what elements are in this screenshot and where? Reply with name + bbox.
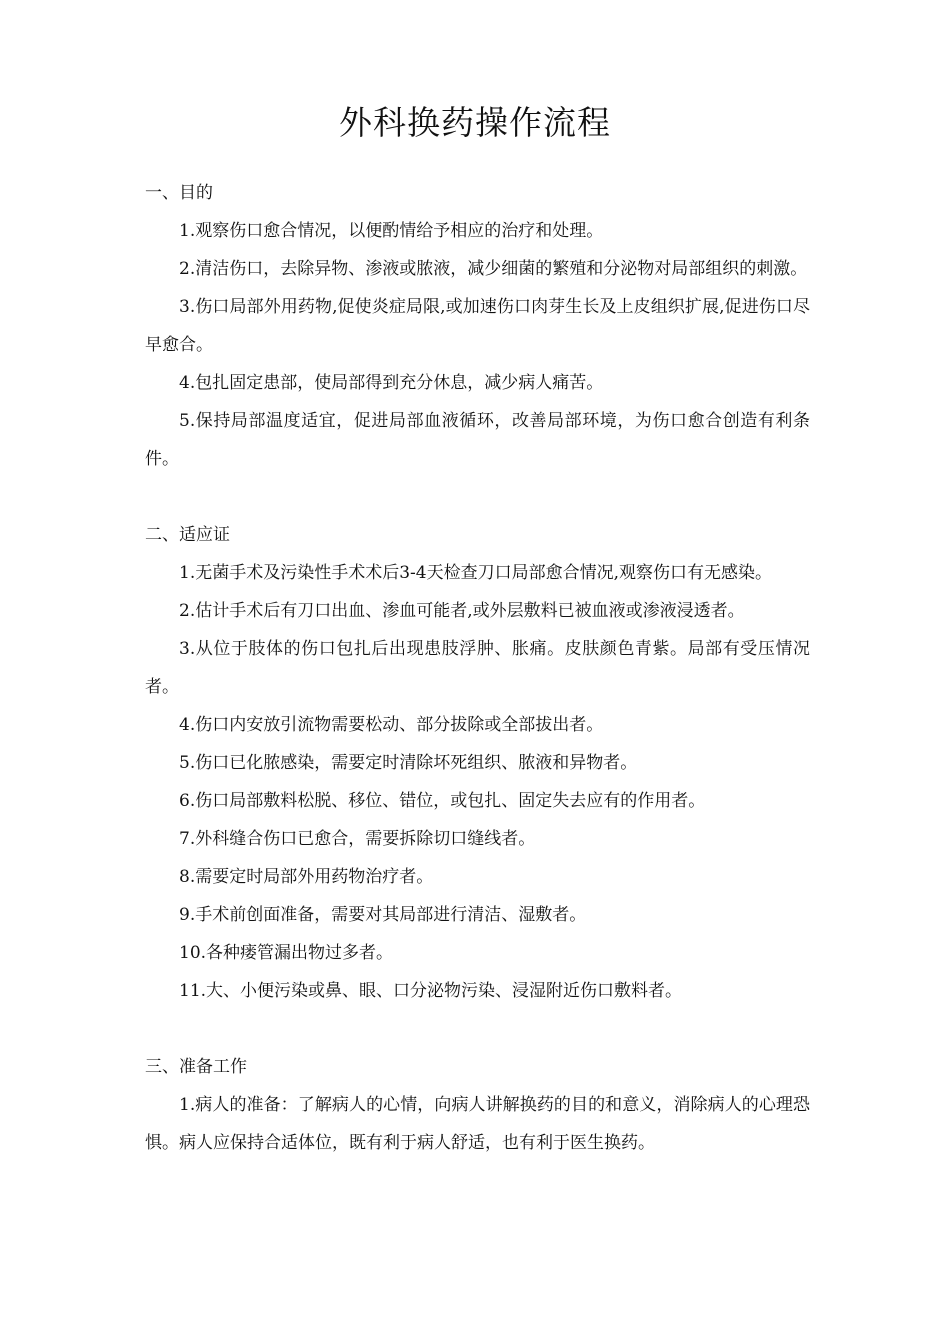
list-item: 10.各种瘘管漏出物过多者。 [179,943,394,963]
list-item: 4.包扎固定患部，使局部得到充分休息，减少病人痛苦。 [179,373,604,393]
document-body [145,174,810,1200]
document-title: 外科换药操作流程 [339,103,611,142]
section-heading: 一、目的 [145,183,213,203]
list-item: 2.清洁伤口，去除异物、渗液或脓液，减少细菌的繁殖和分泌物对局部组织的刺激。 [179,259,808,279]
list-item: 3.从位于肢体的伤口包扎后出现患肢浮肿、胀痛。皮肤颜色青紫。局部有受压情况者。 [145,639,810,697]
section-purpose [145,174,810,478]
list-item: 11.大、小便污染或鼻、眼、口分泌物污染、浸湿附近伤口敷料者。 [179,981,683,1001]
list-item: 8.需要定时局部外用药物治疗者。 [179,867,434,887]
section-heading: 三、准备工作 [145,1057,247,1077]
list-item: 1.观察伤口愈合情况，以便酌情给予相应的治疗和处理。 [179,221,604,241]
list-item: 5.伤口已化脓感染，需要定时清除坏死组织、脓液和异物者。 [179,753,638,773]
list-item: 5.保持局部温度适宜，促进局部血液循环，改善局部环境，为伤口愈合创造有利条件。 [145,411,810,469]
list-item: 7.外科缝合伤口已愈合，需要拆除切口缝线者。 [179,829,536,849]
section-heading: 二、适应证 [145,525,230,545]
section-preparation [145,1048,810,1162]
list-item: 3.伤口局部外用药物,促使炎症局限,或加速伤口肉芽生长及上皮组织扩展,促进伤口尽早愈合。 [145,297,810,355]
list-item: 2.估计手术后有刀口出血、渗血可能者,或外层敷料已被血液或渗液浸透者。 [179,601,745,621]
list-item: 9.手术前创面准备，需要对其局部进行清洁、湿敷者。 [179,905,587,925]
section-indications [145,516,810,1010]
list-item: 1.无菌手术及污染性手术术后3-4天检查刀口局部愈合情况,观察伤口有无感染。 [179,563,772,583]
list-item: 4.伤口内安放引流物需要松动、部分拔除或全部拔出者。 [179,715,604,735]
list-item: 6.伤口局部敷料松脱、移位、错位，或包扎、固定失去应有的作用者。 [179,791,706,811]
list-item: 1.病人的准备：了解病人的心情，向病人讲解换药的目的和意义，消除病人的心理恐惧。病人应保持合适体位，既有利于病人舒适，也有利于医生换药。 [145,1095,810,1153]
